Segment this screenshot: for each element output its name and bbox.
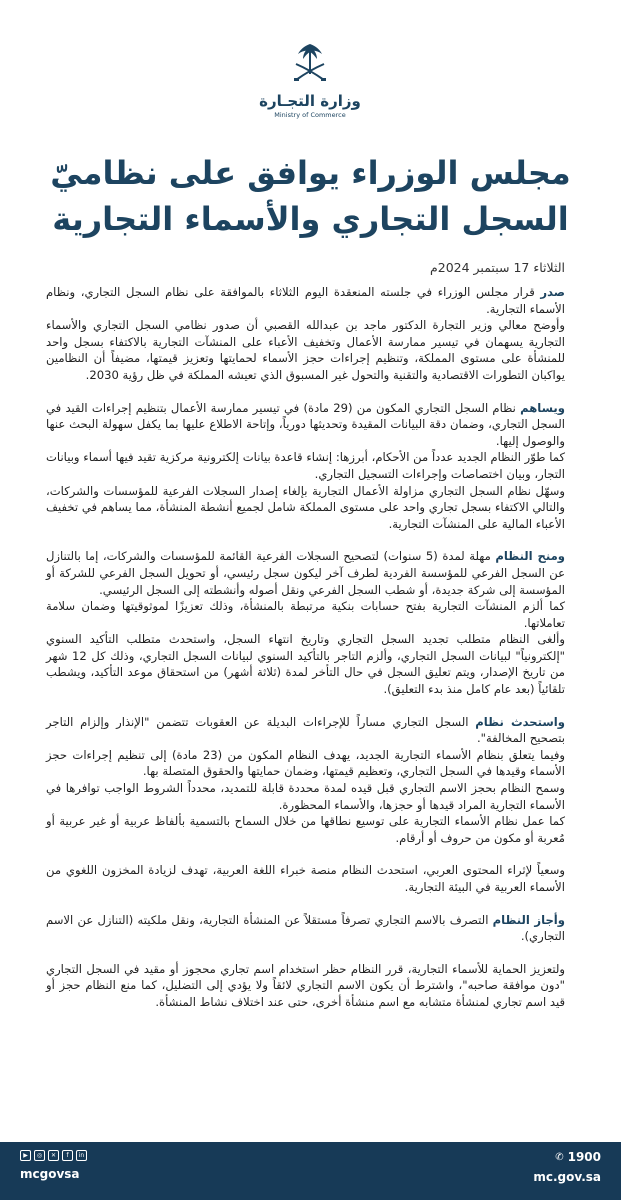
page-title-line-1: مجلس الوزراء يوافق على نظاميّ bbox=[50, 154, 571, 192]
paragraph-text: وفيما يتعلق بنظام الأسماء التجارية الجديد، يهدف النظام المكون من (23 مادة) إلى تنظيم إجراءات حجز الأسماء وقيدها في السجل التجاري، وتعظيم قيمتها، وضمان حمايتها والحقوق المتصلة بها. bbox=[46, 747, 565, 779]
paragraph-text: وأوضح معالي وزير التجارة الدكتور ماجد بن عبدالله القصبي أن صدور نظامي السجل التجاري والأسماء التجارية يسهمان في تيسير ممارسة الأعمال وتخفيف الأعباء على المنشآت التجارية بالاكتفاء بسجل واحد للمنشأة على مستوى المملكة، وتنظيم إجراءات حجز الأسماء لحمايتها وتعزيز قيمتها، مضيفاً أن النظامين يواكبان التطورات الاقتصادية والتقنية والتحول غير المسبوق الذي تعيشه المملكة في ظل رؤية 2030. bbox=[46, 318, 565, 382]
page-title-line-2: السجل التجاري والأسماء التجارية bbox=[52, 200, 569, 238]
paragraph-12 bbox=[46, 813, 565, 846]
facebook-icon[interactable]: f bbox=[62, 1150, 73, 1161]
paragraph-15 bbox=[46, 961, 565, 1011]
phone-row[interactable] bbox=[533, 1150, 601, 1164]
publish-date: الثلاثاء 17 سبتمبر 2024م bbox=[430, 260, 565, 275]
paragraph-7 bbox=[46, 598, 565, 631]
paragraph-gap bbox=[46, 698, 565, 714]
paragraph-text: التصرف بالاسم التجاري تصرفاً مستقلاً عن المنشأة التجارية، ونقل ملكيته (التنازل عن الاسم التجاري). bbox=[46, 912, 565, 944]
paragraph-2 bbox=[46, 317, 565, 383]
paragraph-text: وسمح النظام بحجز الاسم التجاري قبل قيده لمدة محددة قابلة للتمديد، محدداً الشروط الواجب توافرها في الأسماء التجارية المراد قيدها أو حجزها، والأسماء المحظورة. bbox=[46, 781, 565, 812]
paragraph-4 bbox=[46, 449, 565, 482]
linkedin-icon[interactable]: in bbox=[76, 1150, 87, 1161]
paragraph-gap bbox=[46, 896, 565, 912]
paragraph-lead: واستحدث نظام bbox=[475, 714, 565, 729]
x-icon[interactable]: ✕ bbox=[48, 1150, 59, 1161]
paragraph-lead: صدر bbox=[540, 285, 565, 299]
paragraph-5 bbox=[46, 483, 565, 533]
youtube-icon[interactable]: ▶ bbox=[20, 1150, 31, 1161]
palm-swords-emblem-icon bbox=[290, 40, 330, 88]
social-handle[interactable]: mcgovsa bbox=[20, 1167, 80, 1181]
paragraph-10 bbox=[46, 747, 565, 780]
paragraph-8 bbox=[46, 631, 565, 697]
paragraph-3 bbox=[46, 400, 565, 450]
paragraph-text: كما عمل نظام الأسماء التجارية على توسيع نطاقها من خلال السماح بالتسمية بألفاظ عربية أو غير عربية أو مُعربة أو مكون من حروف أو أرقام. bbox=[46, 814, 565, 845]
paragraph-9 bbox=[46, 714, 565, 747]
paragraph-text: ولتعزيز الحماية للأسماء التجارية، قرر النظام حظر استخدام اسم تجاري محجوز أو مقيد في السجل التجاري "دون موافقة صاحبه"، واشترط أن يكون الاسم التجاري لائقاً ولا يؤدي إلى التضليل، كما منع النظام حجز أو قيد اسم تجاري لمنشأة متشابه مع اسم منشأة أخرى، حتى عند اختلاف نشاط المنشأة. bbox=[46, 961, 565, 1009]
paragraph-6 bbox=[46, 548, 565, 598]
footer-contact bbox=[533, 1150, 601, 1184]
paragraph-lead: ومنح النظام bbox=[495, 549, 565, 564]
article-body bbox=[46, 284, 565, 1011]
paragraph-text: السجل التجاري مساراً للإجراءات البديلة عن العقوبات تتضمن "الإنذار وإلزام التاجر بتصحيح المخالفة". bbox=[46, 714, 565, 746]
paragraph-14 bbox=[46, 912, 565, 945]
paragraph-11 bbox=[46, 780, 565, 813]
page-title bbox=[40, 150, 581, 242]
ministry-logo bbox=[250, 40, 370, 119]
paragraph-text: وسعياً لإثراء المحتوى العربي، استحدث النظام منصة خبراء اللغة العربية، تهدف لزيادة المخزون اللغوي من الأسماء العربية في البيئة التجارية. bbox=[46, 863, 565, 894]
brand-name-ar: وزارة التجـارة bbox=[259, 92, 361, 110]
paragraph-gap bbox=[46, 945, 565, 961]
paragraph-text: مهلة لمدة (5 سنوات) لتصحيح السجلات الفرعية القائمة للمؤسسات والشركات، إما بالتنازل عن السجل الفرعي للمؤسسة الفردية لطرف آخر ليكون سجل رئيسي، أو تحويل السجل الفرعي للشركة أو المؤسسة إلى شركة جديدة، أو شطب السجل الفرعي ونقل أصوله وأنشطته إلى السجل الرئيسي. bbox=[46, 549, 565, 597]
paragraph-text: كما طوّر النظام الجديد عدداً من الأحكام، أبرزها: إنشاء قاعدة بيانات إلكترونية مركزية تقيد فيها أسماء وبيانات التجار، وبيان اختصاصات وإجراءات التسجيل التجاري. bbox=[46, 450, 565, 481]
paragraph-13 bbox=[46, 862, 565, 895]
phone-number: 1900 bbox=[567, 1150, 601, 1164]
paragraph-lead: وأجاز النظام bbox=[492, 912, 565, 927]
brand-name-en: Ministry of Commerce bbox=[274, 111, 346, 119]
paragraph-gap bbox=[46, 846, 565, 862]
social-icons bbox=[20, 1150, 87, 1161]
paragraph-text: قرار مجلس الوزراء في جلسته المنعقدة اليوم الثلاثاء بالموافقة على نظام السجل التجاري، ونظام الأسماء التجارية. bbox=[46, 285, 565, 316]
paragraph-text: وسهّل نظام السجل التجاري مزاولة الأعمال التجارية بإلغاء إصدار السجلات الفرعية للمؤسسات والشركات، والتالي الاكتفاء بسجل تجاري واحد على مستوى المملكة شامل لجميع أنشطة المنشأة، مما يساهم في تخفيف الأعباء المالية على المنشآت التجارية. bbox=[46, 483, 565, 531]
footer-bar bbox=[0, 1142, 621, 1200]
paragraph-gap bbox=[46, 384, 565, 400]
paragraph-text: نظام السجل التجاري المكون من (29 مادة) في تيسير ممارسة الأعمال بتنظيم إجراءات القيد في السجل التجاري، وضمان دقة البيانات المقيدة وتحديثها دورياً، وإتاحة الاطلاع عليها بما يكفل سهولة البحث عنها والوصول إليها. bbox=[46, 400, 565, 448]
paragraph-text: كما ألزم المنشآت التجارية بفتح حسابات بنكية مرتبطة بالمنشأة، وذلك تعزيزًا لموثوقيتها وضمان سلامة تعاملاتها. bbox=[46, 599, 565, 630]
paragraph-1 bbox=[46, 284, 565, 317]
paragraph-lead: ويساهم bbox=[520, 400, 565, 415]
footer-social bbox=[20, 1150, 87, 1181]
paragraph-gap bbox=[46, 532, 565, 548]
website-link[interactable]: mc.gov.sa bbox=[533, 1170, 601, 1184]
phone-icon: ✆ bbox=[555, 1151, 564, 1163]
paragraph-text: وألغى النظام متطلب تجديد السجل التجاري وتاريخ انتهاء السجل، واستحدث متطلب التأكيد السنوي "إلكترونياً" لبيانات السجل التجاري، وألزم التاجر بالتأكيد السنوي لبيانات السجل التجاري، وذلك كل 12 شهر من تاريخ الإصدار، ويتم تعليق السجل في حال التأخر لمدة (ثلاثة أشهر) من استحقاق موعد التأكيد، ويشطب تلقائياً (بعد عام كامل منذ بدء التعليق). bbox=[46, 632, 565, 697]
instagram-icon[interactable]: ◎ bbox=[34, 1150, 45, 1161]
